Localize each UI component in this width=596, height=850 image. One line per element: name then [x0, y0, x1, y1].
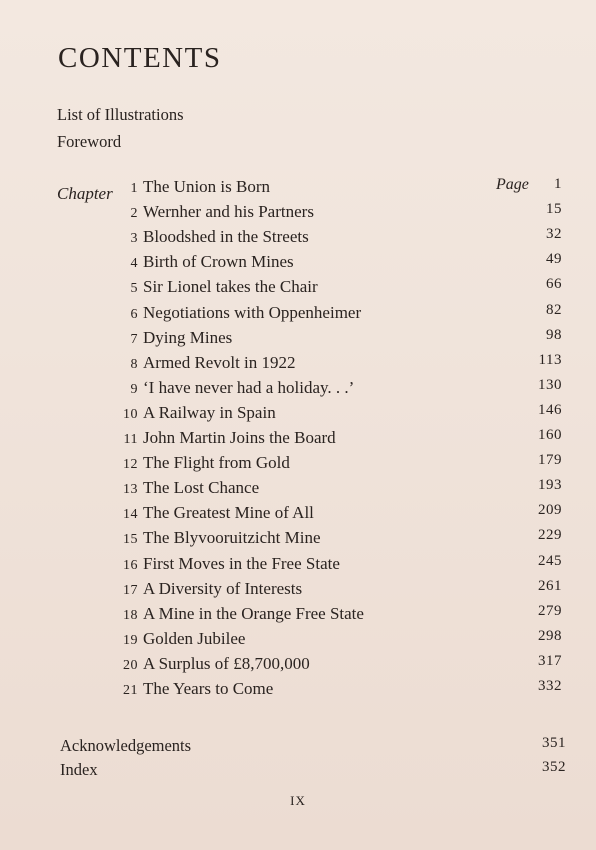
chapter-page: 66 [546, 276, 562, 293]
chapter-row [100, 352, 570, 374]
chapter-number: 9 [130, 381, 138, 397]
chapter-number: 3 [130, 231, 138, 247]
chapter-title: Bloodshed in the Streets [143, 227, 309, 247]
chapter-number: 11 [123, 432, 138, 447]
chapter-row [100, 527, 570, 549]
chapter-row [100, 502, 570, 524]
chapter-row [100, 176, 570, 198]
chapter-page: 82 [546, 301, 562, 318]
chapter-title: First Moves in the Free State [143, 553, 340, 573]
chapter-number: 20 [123, 657, 138, 673]
chapter-column-label: Chapter [57, 184, 113, 203]
chapter-row [100, 302, 570, 324]
chapter-row [100, 452, 570, 474]
back-matter-acknowledgements [60, 735, 570, 757]
chapter-page: 193 [538, 477, 562, 494]
chapter-title: The Lost Chance [143, 478, 260, 498]
chapter-title: John Martin Joins the Board [143, 428, 336, 447]
chapter-title: The Greatest Mine of All [143, 503, 314, 523]
page-column-label: Page [496, 176, 529, 193]
chapter-number: 16 [123, 557, 138, 573]
chapter-row [100, 628, 570, 650]
front-matter-foreword: Foreword [57, 132, 122, 151]
chapter-page: 98 [546, 326, 562, 343]
back-matter-page: 352 [542, 759, 566, 775]
chapter-row [100, 201, 570, 223]
chapter-number: 13 [123, 482, 138, 498]
back-matter-label: Acknowledgements [60, 736, 192, 755]
chapter-number: 14 [123, 507, 138, 523]
chapter-title: Golden Jubilee [143, 628, 246, 648]
chapter-title: Negotiations with Oppenheimer [143, 302, 362, 322]
back-matter-label: Index [60, 760, 98, 779]
chapter-row [100, 276, 570, 298]
chapter-page: 179 [538, 452, 562, 469]
chapter-row [100, 653, 570, 675]
chapter-number: 17 [123, 582, 138, 598]
chapter-page: 1 [554, 176, 562, 192]
chapter-row [100, 251, 570, 273]
chapter-title: Birth of Crown Mines [143, 252, 294, 272]
chapter-page: 130 [538, 376, 562, 393]
chapter-row [100, 327, 570, 349]
chapter-page: 209 [538, 502, 562, 519]
chapter-title: A Surplus of £8,700,000 [143, 653, 310, 673]
chapter-title: The Blyvooruitzicht Mine [143, 528, 321, 548]
chapter-number: 1 [130, 181, 138, 196]
chapter-page: 146 [538, 401, 562, 418]
page-folio: IX [290, 793, 306, 808]
chapter-page: 317 [538, 652, 562, 669]
chapter-number: 2 [130, 206, 138, 222]
chapter-page: 245 [538, 552, 562, 569]
back-matter-page: 351 [542, 735, 566, 751]
chapter-page: 298 [538, 627, 562, 644]
chapter-number: 15 [123, 532, 138, 548]
chapter-number: 7 [130, 331, 138, 347]
back-matter-index [60, 759, 570, 781]
chapter-page: 160 [538, 427, 562, 443]
chapter-page: 332 [538, 678, 562, 694]
front-matter-illustrations: List of Illustrations [57, 105, 184, 124]
chapter-row [100, 578, 570, 600]
chapter-row [100, 553, 570, 575]
chapter-title: The Years to Come [143, 679, 274, 698]
chapter-title: A Diversity of Interests [143, 578, 303, 598]
chapter-number: 19 [123, 632, 138, 648]
chapter-row [100, 226, 570, 248]
chapter-number: 8 [130, 356, 138, 372]
chapter-row [100, 678, 570, 700]
chapter-title: A Mine in the Orange Free State [143, 603, 364, 623]
chapter-number: 6 [130, 306, 138, 322]
chapter-title: A Railway in Spain [143, 402, 276, 422]
chapter-row [100, 377, 570, 399]
chapter-number: 21 [123, 683, 138, 698]
chapter-page: 261 [538, 577, 562, 594]
chapter-number: 5 [130, 281, 138, 297]
chapter-title: The Union is Born [143, 177, 271, 196]
chapter-number: 4 [130, 256, 138, 272]
chapter-title: Armed Revolt in 1922 [143, 352, 296, 372]
chapter-title: Sir Lionel takes the Chair [143, 277, 318, 297]
page-title: CONTENTS [58, 42, 222, 74]
chapter-title: Wernher and his Partners [143, 202, 314, 222]
chapter-row [100, 402, 570, 424]
chapter-number: 10 [123, 406, 138, 422]
chapter-title: ‘I have never had a holiday. . .’ [143, 377, 355, 397]
chapter-page: 229 [538, 527, 562, 544]
chapter-row [100, 603, 570, 625]
chapter-number: 18 [123, 607, 138, 623]
chapter-row [100, 427, 570, 449]
chapter-number: 12 [123, 457, 138, 473]
chapter-page: 113 [538, 351, 562, 368]
chapter-page: 49 [546, 251, 562, 268]
chapter-page: 279 [538, 602, 562, 619]
chapter-title: The Flight from Gold [143, 453, 290, 473]
chapter-title: Dying Mines [143, 327, 233, 347]
chapter-row [100, 477, 570, 499]
chapter-page: 32 [546, 226, 562, 243]
chapter-page: 15 [546, 201, 562, 218]
